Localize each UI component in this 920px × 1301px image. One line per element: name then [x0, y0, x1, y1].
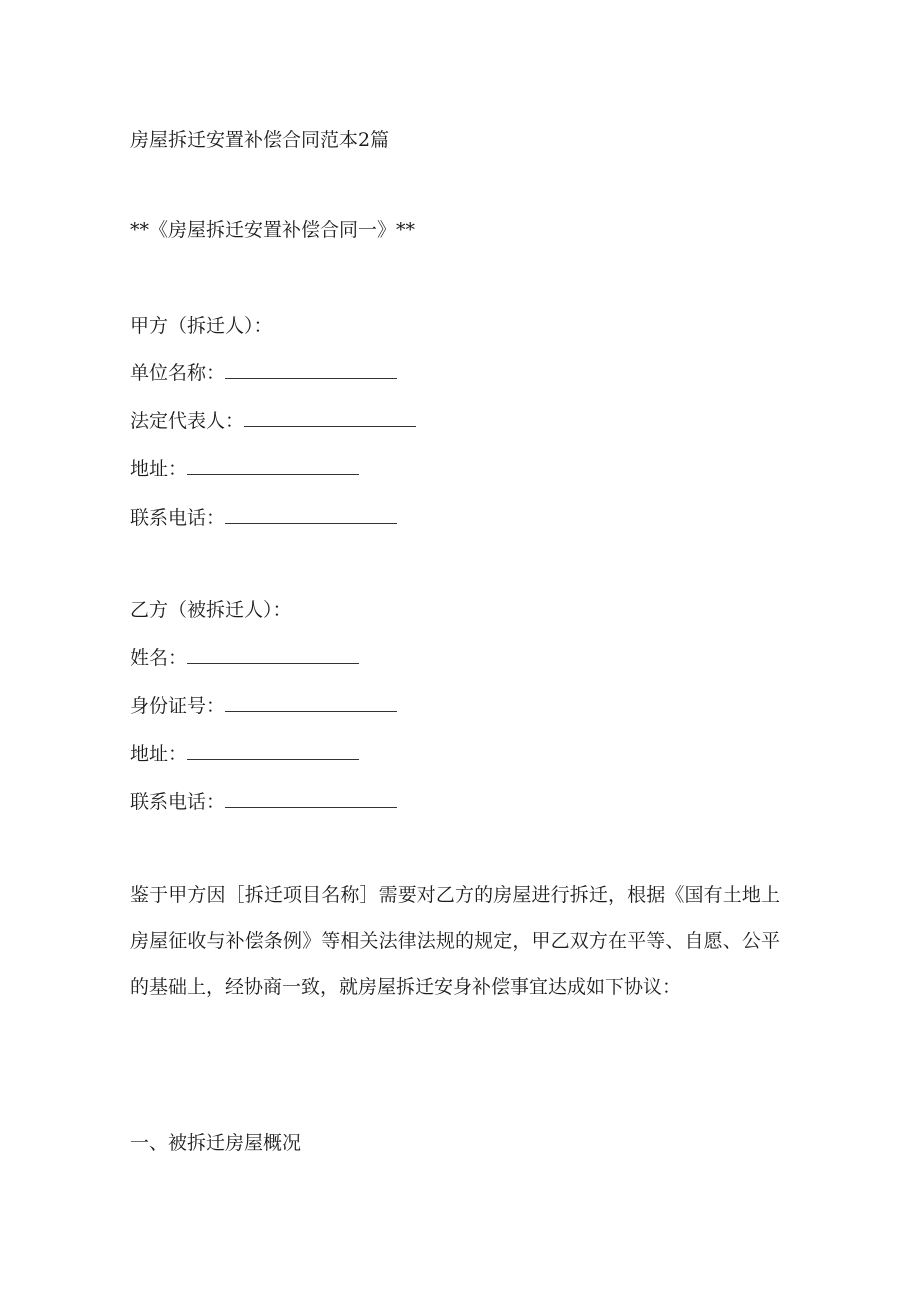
field-label: 身份证号：	[130, 695, 226, 717]
party-b-address-row	[130, 741, 359, 767]
address-blank	[187, 741, 359, 760]
legal-rep-blank	[244, 408, 416, 427]
party-b-name-row	[130, 645, 359, 671]
party-a-heading: 甲方（拆迁人）：	[130, 315, 273, 337]
phone-blank	[225, 505, 397, 524]
field-label: 法定代表人：	[130, 410, 245, 432]
field-label: 联系电话：	[130, 791, 226, 813]
preamble-paragraph: 鉴于甲方因［拆迁项目名称］需要对乙方的房屋进行拆迁，根据《国有土地上房屋征收与补偿条例》等相关法律法规的规定，甲乙双方在平等、自愿、公平的基础上，经协商一致，就房屋拆迁安身补偿事宜达成如下协议：	[130, 884, 780, 998]
field-label: 地址：	[130, 743, 188, 765]
phone-blank	[225, 789, 397, 808]
party-b-phone-row	[130, 789, 397, 815]
party-a-legal-rep-row	[130, 408, 416, 434]
party-a-address-row	[130, 456, 359, 482]
document-title: 房屋拆迁安置补偿合同范本2篇	[130, 129, 390, 151]
unit-name-blank	[225, 360, 397, 379]
id-number-blank	[225, 693, 397, 712]
party-a-phone-row	[130, 505, 397, 531]
section-1-heading: 一、被拆迁房屋概况	[130, 1132, 302, 1154]
field-label: 地址：	[130, 458, 188, 480]
party-b-heading: 乙方（被拆迁人）：	[130, 599, 292, 621]
field-label: 姓名：	[130, 647, 188, 669]
field-label: 单位名称：	[130, 362, 226, 384]
party-b-id-row	[130, 693, 397, 719]
party-a-unit-name-row	[130, 360, 397, 386]
field-label: 联系电话：	[130, 507, 226, 529]
contract-subtitle: **《房屋拆迁安置补偿合同一》**	[130, 219, 416, 241]
name-blank	[187, 645, 359, 664]
address-blank	[187, 456, 359, 475]
